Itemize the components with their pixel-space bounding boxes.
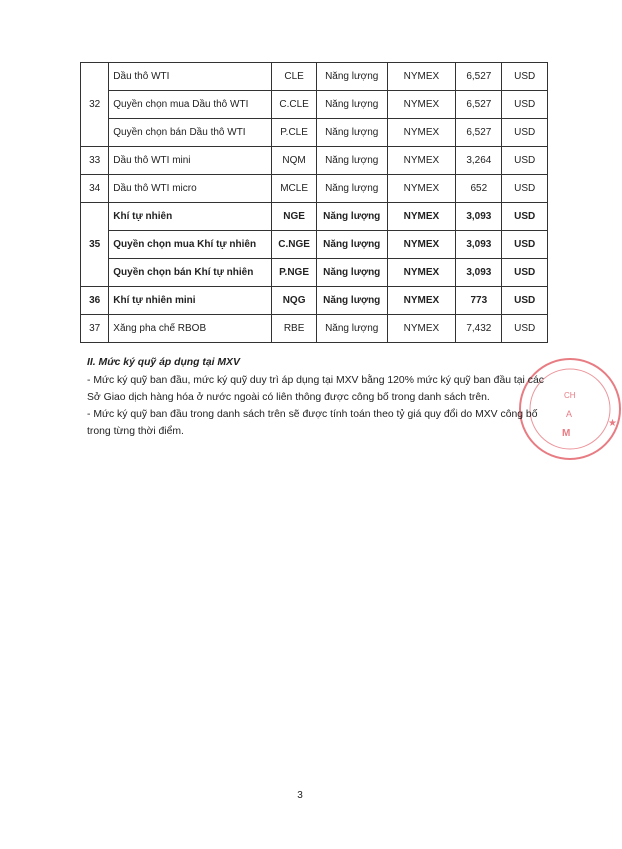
stt-cell: 36 <box>81 287 109 315</box>
currency-cell: USD <box>502 63 548 91</box>
table-row <box>81 63 548 91</box>
product-name-cell: Dầu thô WTI mini <box>109 147 272 175</box>
margin-value-cell: 3,093 <box>456 231 502 259</box>
product-type-cell: Năng lượng <box>316 203 387 231</box>
product-type-cell: Năng lượng <box>316 91 387 119</box>
margin-value-cell: 6,527 <box>456 63 502 91</box>
product-code-cell: C.NGE <box>272 231 317 259</box>
product-type-cell: Năng lượng <box>316 175 387 203</box>
margin-value-cell: 773 <box>456 287 502 315</box>
section-paragraph: - Mức ký quỹ ban đầu, mức ký quỹ duy trì áp dụng tại MXV bằng 120% mức ký quỹ ban đầu tại các Sở Giao dịch hàng hóa ở nước ngoài có liên thông được công bố trong danh sách trên. <box>87 375 544 403</box>
table-row <box>81 147 548 175</box>
currency-cell: USD <box>502 231 548 259</box>
margin-value-cell: 3,093 <box>456 203 502 231</box>
product-type-cell: Năng lượng <box>316 63 387 91</box>
table-row <box>81 203 548 231</box>
margin-policy-section <box>87 354 553 440</box>
currency-cell: USD <box>502 147 548 175</box>
product-code-cell: CLE <box>272 63 317 91</box>
exchange-cell: NYMEX <box>387 203 456 231</box>
table-row <box>81 119 548 147</box>
product-type-cell: Năng lượng <box>316 147 387 175</box>
section-paragraph: - Mức ký quỹ ban đầu trong danh sách trên sẽ được tính toán theo tỷ giá quy đổi do MXV công bố trong từng thời điểm. <box>87 409 538 437</box>
svg-text:★: ★ <box>608 418 617 429</box>
page-number: 3 <box>297 790 303 801</box>
product-name-cell: Quyền chọn bán Dầu thô WTI <box>109 119 272 147</box>
exchange-cell: NYMEX <box>387 259 456 287</box>
stt-cell: 34 <box>81 175 109 203</box>
product-name-cell: Dầu thô WTI <box>109 63 272 91</box>
section-title: II. Mức ký quỹ áp dụng tại MXV <box>87 357 240 368</box>
margin-value-cell: 3,093 <box>456 259 502 287</box>
product-name-cell: Dầu thô WTI micro <box>109 175 272 203</box>
exchange-cell: NYMEX <box>387 231 456 259</box>
product-name-cell: Quyền chọn mua Dầu thô WTI <box>109 91 272 119</box>
margin-value-cell: 652 <box>456 175 502 203</box>
table-row <box>81 231 548 259</box>
currency-cell: USD <box>502 203 548 231</box>
product-type-cell: Năng lượng <box>316 287 387 315</box>
margin-value-cell: 6,527 <box>456 119 502 147</box>
margin-table <box>80 62 548 343</box>
svg-text:A: A <box>566 409 573 419</box>
stt-cell: 32 <box>81 63 109 147</box>
margin-value-cell: 6,527 <box>456 91 502 119</box>
product-type-cell: Năng lượng <box>316 259 387 287</box>
product-type-cell: Năng lượng <box>316 119 387 147</box>
table-row <box>81 259 548 287</box>
svg-text:M: M <box>562 428 571 439</box>
exchange-cell: NYMEX <box>387 287 456 315</box>
exchange-cell: NYMEX <box>387 91 456 119</box>
exchange-cell: NYMEX <box>387 119 456 147</box>
currency-cell: USD <box>502 175 548 203</box>
product-name-cell: Khí tự nhiên mini <box>109 287 272 315</box>
product-code-cell: MCLE <box>272 175 317 203</box>
product-code-cell: C.CLE <box>272 91 317 119</box>
product-name-cell: Quyền chọn mua Khí tự nhiên <box>109 231 272 259</box>
table-row <box>81 287 548 315</box>
exchange-cell: NYMEX <box>387 315 456 343</box>
product-name-cell: Quyền chọn bán Khí tự nhiên <box>109 259 272 287</box>
currency-cell: USD <box>502 259 548 287</box>
product-type-cell: Năng lượng <box>316 231 387 259</box>
product-code-cell: P.CLE <box>272 119 317 147</box>
product-name-cell: Khí tự nhiên <box>109 203 272 231</box>
table-row <box>81 91 548 119</box>
margin-value-cell: 3,264 <box>456 147 502 175</box>
product-code-cell: P.NGE <box>272 259 317 287</box>
exchange-cell: NYMEX <box>387 175 456 203</box>
table-row <box>81 175 548 203</box>
stt-cell: 35 <box>81 203 109 287</box>
stt-cell: 33 <box>81 147 109 175</box>
product-name-cell: Xăng pha chế RBOB <box>109 315 272 343</box>
stt-cell: 37 <box>81 315 109 343</box>
product-code-cell: NQM <box>272 147 317 175</box>
product-code-cell: NGE <box>272 203 317 231</box>
exchange-cell: NYMEX <box>387 147 456 175</box>
currency-cell: USD <box>502 91 548 119</box>
exchange-cell: NYMEX <box>387 63 456 91</box>
product-code-cell: RBE <box>272 315 317 343</box>
product-type-cell: Năng lượng <box>316 315 387 343</box>
table-row <box>81 315 548 343</box>
svg-text:CH: CH <box>564 391 576 400</box>
margin-value-cell: 7,432 <box>456 315 502 343</box>
currency-cell: USD <box>502 315 548 343</box>
currency-cell: USD <box>502 119 548 147</box>
product-code-cell: NQG <box>272 287 317 315</box>
currency-cell: USD <box>502 287 548 315</box>
